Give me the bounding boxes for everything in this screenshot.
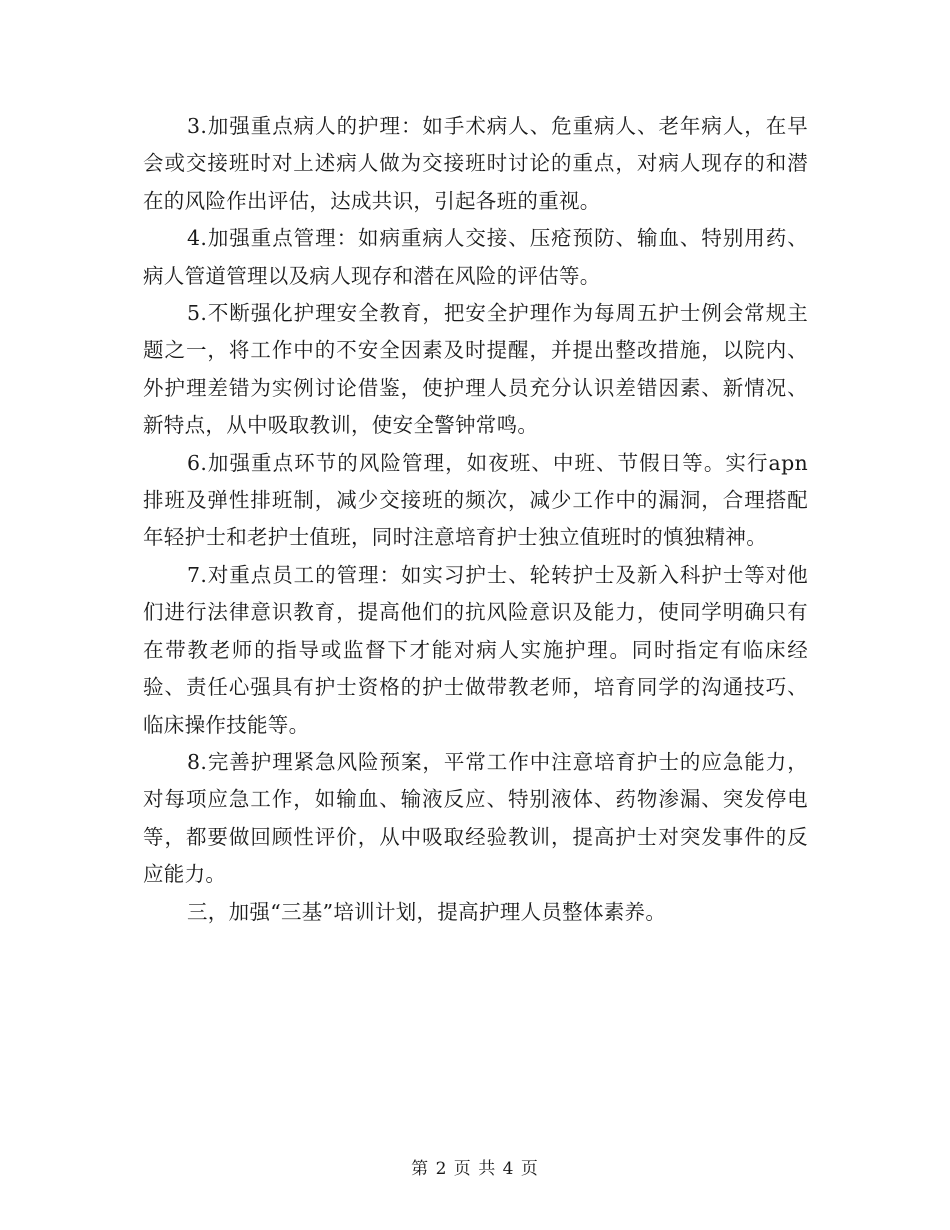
document-body bbox=[143, 108, 808, 931]
paragraph-6-key-links: 6.加强重点环节的风险管理，如夜班、中班、节假日等。实行apn排班及弹性排班制，减少交接班的频次，减少工作中的漏洞，合理搭配年轻护士和老护士值班，同时注意培育护士独立值班时的慎独精神。 bbox=[143, 450, 808, 550]
paragraph-3-key-patients: 3.加强重点病人的护理：如手术病人、危重病人、老年病人，在早会或交接班时对上述病人做为交接班时讨论的重点，对病人现存的和潜在的风险作出评估，达成共识，引起各班的重视。 bbox=[143, 114, 808, 213]
page-number-footer: 第 2 页 共 4 页 bbox=[411, 1159, 539, 1179]
paragraph-7-key-staff: 7.对重点员工的管理：如实习护士、轮转护士及新入科护士等对他们进行法律意识教育，提高他们的抗风险意识及能力，使同学明确只有在带教老师的指导或监督下才能对病人实施护理。同时指定有临床经验、责任心强具有护士资格的护士做带教老师，培育同学的沟通技巧、临床操作技能等。 bbox=[143, 562, 808, 737]
paragraph-section-three: 三，加强“三基”培训计划，提高护理人员整体素养。 bbox=[187, 899, 667, 924]
paragraph-5-safety-education: 5.不断强化护理安全教育，把安全护理作为每周五护士例会常规主题之一，将工作中的不安全因素及时提醒，并提出整改措施，以院内、外护理差错为实例讨论借鉴，使护理人员充分认识差错因素、新情况、新特点，从中吸取教训，使安全警钟常鸣。 bbox=[143, 301, 808, 438]
paragraph-4-key-management: 4.加强重点管理：如病重病人交接、压疮预防、输血、特别用药、病人管道管理以及病人现存和潜在风险的评估等。 bbox=[143, 226, 808, 288]
paragraph-8-emergency-plan: 8.完善护理紧急风险预案，平常工作中注意培育护士的应急能力，对每项应急工作，如输血、输液反应、特别液体、药物渗漏、突发停电等，都要做回顾性评价，从中吸取经验教训，提高护士对突发事件的反应能力。 bbox=[143, 749, 808, 887]
